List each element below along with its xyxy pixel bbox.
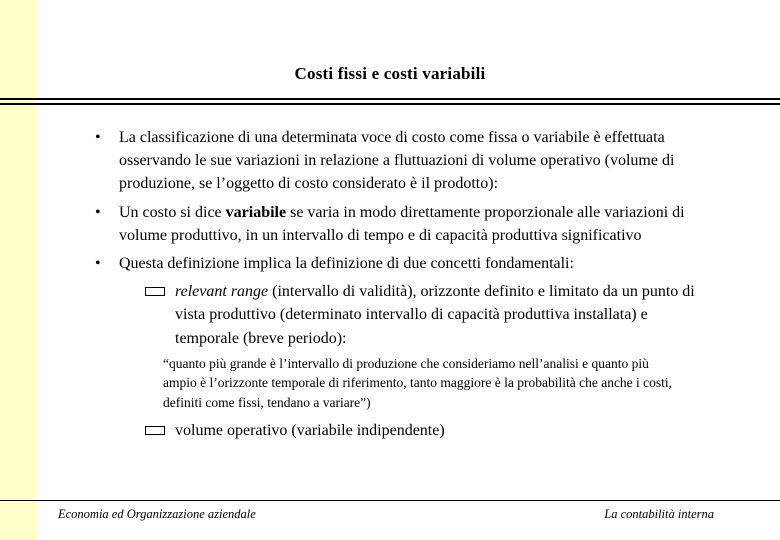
footer-left: Economia ed Organizzazione aziendale [58,507,256,521]
title-divider [0,98,780,105]
bullet-text: La classificazione di una determinata voce di costo come fissa o variabile è effettuata osservando le sue variazioni in relazione a fluttuazioni di volume operativo (volume di produzione, se l’oggetto di costo considerato è il prodotto): [119,129,675,193]
footer-right: La contabilità interna [604,507,714,521]
sub-bullet-item [145,419,695,442]
bullet-text: Un costo si dice variabile se varia in modo direttamente proporzionale alle variazioni di volume produttivo, in un intervallo di tempo e di capacità produttiva significativo [119,203,685,244]
bullet-item [95,252,695,275]
bullet-text: Questa definizione implica la definizione di due concetti fondamentali: [119,254,574,272]
square-bullet-icon [145,426,165,435]
bullet-text: “quanto più grande è l’intervallo di produzione che consideriamo nell’analisi e quanto più ampio è l’orizzonte temporale di riferimento, tanto maggiore è la probabilità che anche i costi, definiti come fissi, tendano a variare”) [163,355,673,410]
bullet-list [95,126,695,447]
bullet-text: relevant range (intervallo di validità), orizzonte definito e limitato da un punto di vista produttivo (determinato intervallo di capacità produttiva installata) e temporale (breve periodo): [175,283,695,347]
bullet-item [95,201,695,247]
page-title: Costi fissi e costi variabili [294,64,486,83]
dot-bullet-icon: • [95,129,101,146]
dot-bullet-icon: • [95,203,101,221]
bullet-item [95,126,695,196]
dot-bullet-icon: • [95,254,101,272]
sub-bullet-item [145,280,695,350]
bullet-text: volume operativo (variabile indipendente) [175,422,445,440]
footer-divider [0,500,780,501]
quote-paragraph [163,354,678,413]
square-bullet-icon [145,287,165,296]
